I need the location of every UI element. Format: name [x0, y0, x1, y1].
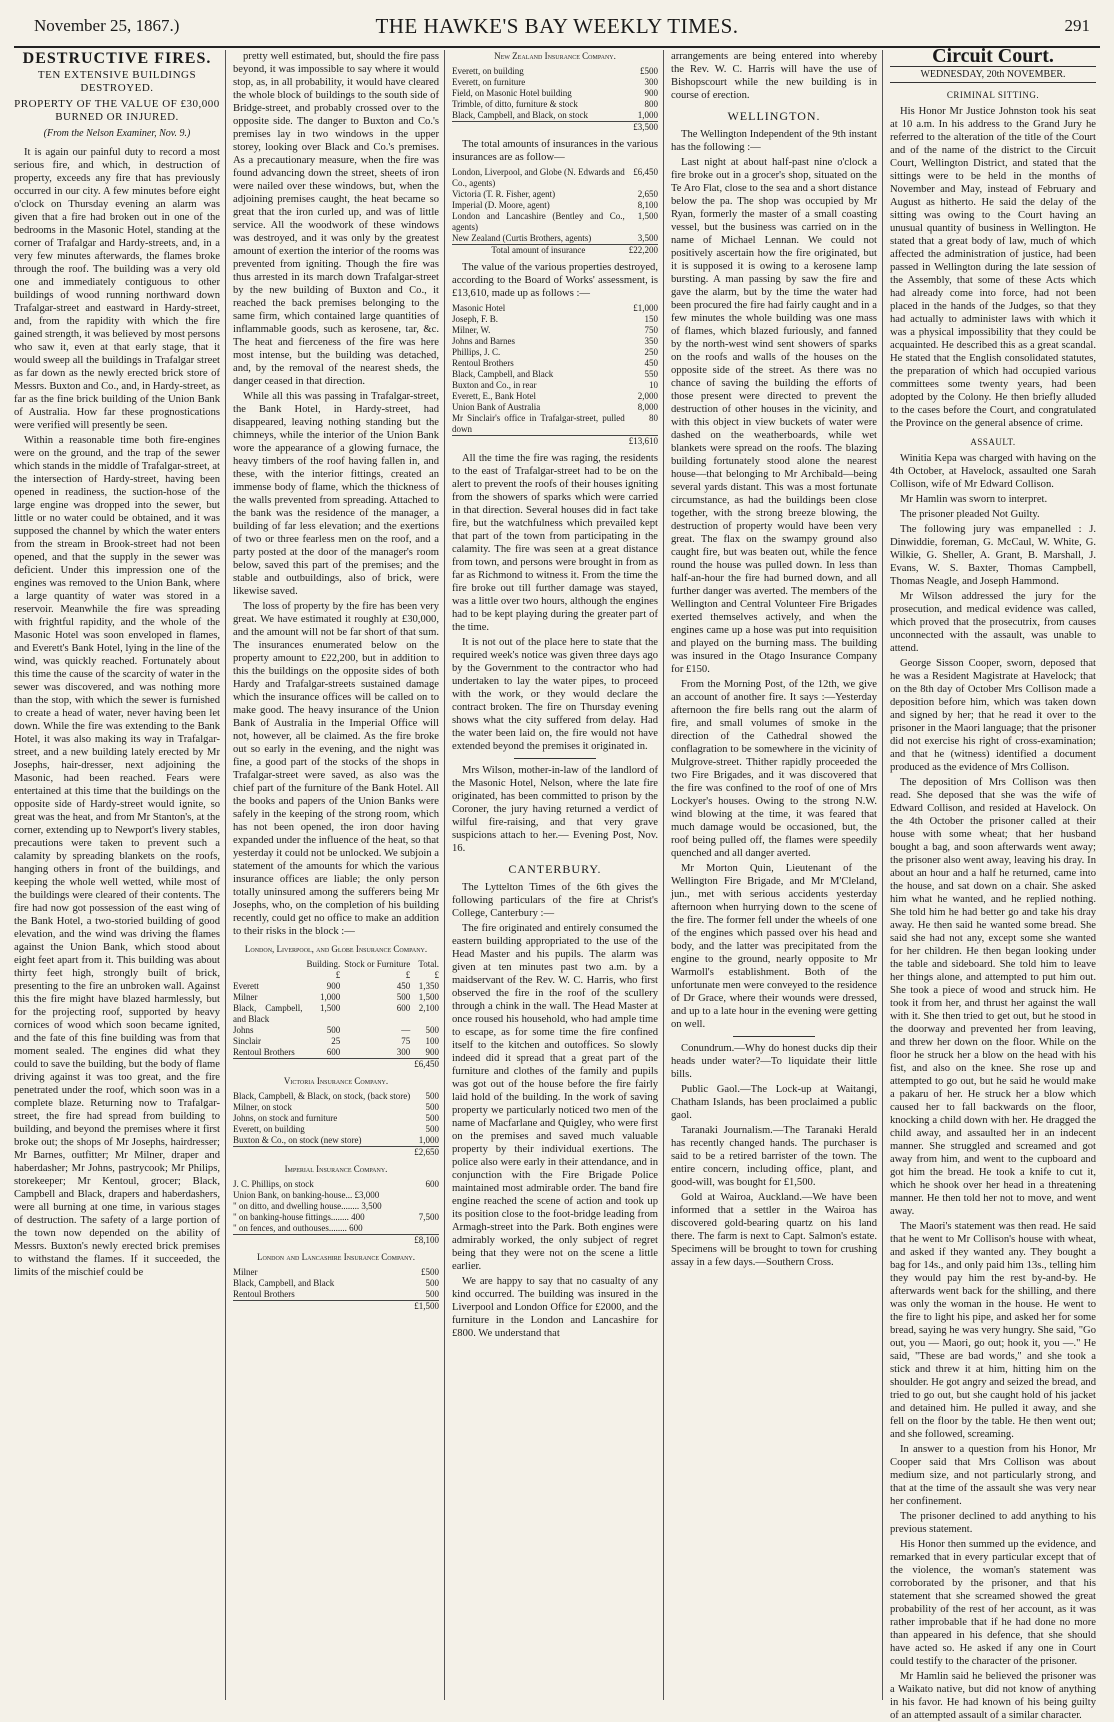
- property-values-table: [452, 303, 658, 447]
- paragraph: It is not out of the place here to state that the required week's notice was given three days ago by the Government to the contractor who had undertaken to lay the water pipes, to proceed with the work, or they would declare the contract broken. The fire on Thursday evening shows what the city suffered from delay. Had the water been laid on, the fire would not have extended beyond the premises it originated in.: [452, 637, 658, 752]
- paragraph: Public Gaol.—The Lock-up at Waitangi, Chatham Islands, has been proclaimed a public gaol.: [671, 1084, 877, 1121]
- column-rule: [882, 50, 883, 1700]
- table-total: Total amount of insurance £22,200: [452, 245, 658, 257]
- column-rule: [225, 50, 226, 1700]
- table-row: Black, Campbell, and Black, on stock 1,000: [452, 110, 658, 120]
- insurance-table-new-zealand: [452, 66, 658, 133]
- paragraph: arrangements are being entered into whereby the Rev. W. C. Harris will have the use of Bishopscourt while the new building is in course of erection.: [671, 51, 877, 101]
- table-row: Black, Campbell, and Black 550: [452, 369, 658, 379]
- article-headline: DESTRUCTIVE FIRES.: [22, 50, 212, 67]
- table-title: London, Liverpool, and Globe Insurance Company.: [244, 944, 428, 954]
- paragraph: The following jury was empanelled : J. Dinwiddie, foreman, G. McCaul, W. White, G. Wilkie, G. Sheller, A. Grant, B. Marshall, J. Evans, W. S. Baxter, Thomas Campbell, Thomas Neagle, and Joseph Hammond.: [890, 524, 1096, 587]
- table-row: London and Lancashire (Bentley and Co., agents) 1,500: [452, 211, 658, 232]
- column-1: [14, 50, 220, 1702]
- page-number: 291: [1064, 16, 1090, 35]
- paragraph: The Lyttelton Times of the 6th gives the following particulars of the fire at Christ's College, Canterbury :—: [452, 882, 658, 919]
- table-total: £1,500: [233, 1301, 439, 1313]
- section-heading-circuit-court: Circuit Court.: [932, 45, 1054, 67]
- paragraph: The Maori's statement was then read. He said that he went to Mr Collison's house with wheat, and asked if they wanted any. They bought a bag for 14s., and only paid him 13s., telling him they would pay him the rest by-and-by. He afterwards went back for the shilling, and there was only the woman in the house. He went to the fire to light his pipe, and asked her for some bread, saying he was very hungry. She said, "Go out, you — Maori, go out; hook it, you —." He said, "These are bad words," and she took a stick and threw it at him, hitting him on the shoulder. He got angry and seized the bread, and tried to go out, but she caught hold of his jacket and detained him. He pulled it away, and she fell on the floor by the table. He then went out; and she followed, screaming.: [890, 1221, 1096, 1440]
- paragraph: The fire originated and entirely consumed the eastern building appropriated to the use of the Head Master and his pupils. The alarm was given at ten minutes past two a.m. by a maidservant of the Rev. W. C. Harris, who first observed the fire in the roof of the scullery through a chink in the wall. The Head Master at once roused his household, who had ample time to escape, as for some time the fire confined itself to the kitchen and outoffices. So slowly indeed did it spread that a great part of the furniture and clothes of the family and pupils was got out of the house before the fire fairly laid hold of the building. In the work of saving property we particularly noticed two men of the name of Macfarlane and Quigley, who were first on the premises and saved much valuable property by their individual exertions. The police also were early in their attendance, and in conjunction with the Fire Brigade Police maintained most admirable order. The band fire engine reached the scene of action and took up its position close to the foot-bridge leading from Armagh-street into the Park. Both engines were admirably worked, the only subject of regret being that they were not on the scene a little earlier.: [452, 923, 658, 1272]
- table-row: Everett 900 450 1,350: [233, 981, 439, 991]
- table-row: Milner, W. 750: [452, 325, 658, 335]
- column-rule: [444, 50, 445, 1700]
- paragraph: The deposition of Mrs Collison was then read. She deposed that she was the wife of Edward Collison, and resided at Havelock. On the 4th October the prisoner called at their house with some wheat; that her husband bought a bag, and soon afterwards went away; the prisoner also went away, leaving his dray. In about an hour and a half he returned, came into the house, and sat down on a chair. She asked him what he wanted, and he replied nothing. She told him he had better go and take his dray away. He then said he wanted some bread. She said she had not any, except some she wanted for her children. He then began looking under the table and sideboard. She told him to leave her things alone, and attempted to put him out. She took a piece of wood and struck him. He took it from her, and thrust her against the wall with it. She then tried to get out, but he stood in the doorway and prevented her from leaving, and threw her down on the floor. While on the floor he struck her a blow on the head with his fist, and also on the knee. She rose up and attempted to go out, but he said he would make a pakaru of her. He struck her a blow which caused her to fall backwards on the floor, knocking a child down with her. He dragged the child away, and assaulted her in an indecent manner. She struggled and screamed and got away from him, and went to the cupboard and got him the bread. He took a knife to cut it, which he shook over her head in a threatening manner. He then told her not to move, and went away.: [890, 777, 1096, 1217]
- separator: [733, 1036, 815, 1037]
- table-title: London and Lancashire Insurance Company.: [256, 1252, 416, 1262]
- article-subheadline: TEN EXTENSIVE BUILDINGS DESTROYED.: [37, 69, 197, 94]
- article-source: (From the Nelson Examiner, Nov. 9.): [43, 128, 191, 139]
- table-row: London, Liverpool, and Globe (N. Edwards and Co., agents) £6,450: [452, 167, 658, 188]
- paragraph: The total amounts of insurances in the various insurances are as follow—: [452, 139, 658, 163]
- separator: [514, 758, 596, 759]
- section-heading-canterbury: CANTERBURY.: [508, 862, 602, 876]
- table-row: Victoria (T. R. Fisher, agent) 2,650: [452, 189, 658, 199]
- table-row: Sinclair 25 75 100: [233, 1036, 439, 1046]
- insurance-table-victoria: [233, 1091, 439, 1158]
- table-row: Milner 1,000 500 1,500: [233, 992, 439, 1002]
- paragraph: The loss of property by the fire has been very great. We have estimated it roughly at £30,000, and the amount will not be far short of that sum. The insurances enumerated below on the property amount to £22,200, but in addition to this the buildings on the opposite sides of both Hardy and Trafalgar-streets sustained damage which the insurance offices will be called on to make good. The heavy insurance of the Union Bank of Australia in the Imperial Office will not, however, all be claimed. As the fire broke out so early in the evening, and the night was fine, a good part of the stocks of the shops in Trafalgar-street were saved, as also was the chief part of the furniture of the Bank Hotel. All the books and papers of the Union Banks were safely in the keeping of the strong room, which has not been opened, the iron door having expanded under the influence of the heat, so that yesterday it could not be unlocked. We subjoin a statement of the amounts for which the various insurance offices are liable; the only person totally uninsured among the sufferers being Mr Josephs, who, on the completion of his building recently, could get no office to make an addition to their risks in the block :—: [233, 601, 439, 937]
- table-row: " on fences, and outhouses........ 600: [233, 1223, 363, 1233]
- paragraph: Mr Morton Quin, Lieutenant of the Wellington Fire Brigade, and Mr M'Cleland, jun., met with serious accidents yesterday afternoon when hurrying down to the scene of the fire. The former fell under the wheels of one of the engines which passed over his head and body, and the latter was precipitated from the engine to the ground, nearly opposite to Mr Warmoll's establishment. Both of the unfortunate men were conveyed to the residence of Dr Grace, where their wounds were dressed, and up to a late hour in the evening were getting on well.: [671, 863, 877, 1030]
- table-row: Mr Sinclair's office in Trafalgar-street, pulled down 80: [452, 413, 658, 434]
- table-row: Everett, E., Bank Hotel 2,000: [452, 391, 658, 401]
- paragraph: From the Morning Post, of the 12th, we give an account of another fire. It says :—Yesterday afternoon the fire bells rang out the alarm of fire, and small volumes of smoke in the direction of the Cathedral showed the conflagration to be somewhere in the vicinity of Mulgrove-street. Thither rapidly proceeded the two Fire Brigades, and it was discovered that the fire was confined to the roof of one of Mrs Lockyer's houses. Owing to the strong N.W. wind blowing at the time, it was feared that much damage would be occasioned, but, the roof being pulled off, the flames were speedily quenched and all danger averted.: [671, 679, 877, 859]
- table-row: Union Bank of Australia 8,000: [452, 402, 658, 412]
- court-date: WEDNESDAY, 20th NOVEMBER.: [890, 66, 1096, 83]
- table-row: Masonic Hotel £1,000: [452, 303, 658, 313]
- table-row: Milner £500: [233, 1267, 439, 1277]
- subsection-assault: ASSAULT.: [970, 437, 1016, 447]
- issue-date: November 25, 1867.): [34, 16, 180, 35]
- table-row: Milner, on stock 500: [233, 1102, 439, 1112]
- paragraph: Within a reasonable time both fire-engines were on the ground, and the trap of the sewer which stands in the middle of Trafalgar-street, at the intersection of Hardy-street, having been opened in readiness, the suction-hose of the large engine was dropped into the sewer, but little or no water could be obtained, and it was supposed the channel by which the water enters from the stream in Brook-street had not been opened, and that the supply in the sewer was deficient. Under this impression one of the engines was removed to the Union Bank, where a large quantity of water was stored in a reservoir. Meanwhile the fire was spreading with frightful rapidity, and the whole of the Masonic Hotel was soon enveloped in flames, and Everett's Bank Hotel, lying in the line of the wind, was quickly reached. Fortunately about this time the cause of the scarcity of water in the sewer was discovered, and was nothing more than the stop, with which the sewer is furnished to create a head of water, never having been let down. While the fire was extending to the Bank Hotel, it was also making its way in Trafalgar-street, and a new building lately erected by Mr Josephs, hair-dresser, next adjoining the Masonic, had been reached. Fears were entertained at this time that the buildings on the opposite side of Hardy-street would ignite, so great was the heat, and from Mr Stanton's, at the corner, extending up to Newport's livery stables, precautions were taken to prevent such a calamity by spreading blankets on the roofs, hanging others in front of the buildings, and keeping the whole well wetted, while most of the buildings were cleared of their contents. The fire had now got possession of the east wing of the Bank Hotel, a two-storied building of good elevation, and the wind was driving the flames against the Union Bank, which stood about eight feet apart from it. This building was about thirty feet high, strongly built of brick, presenting to the fire an unbroken wall. Against this the fire might have blazed harmlessly, but for the projecting roof, supported by heavy cornices of wood which soon became ignited, and the fate of this fine building was from that moment sealed. The engines did what they could to save the building, but the body of flame driving against it was too great, and the fire penetrated under the roof, which soon was in a complete blaze. Returning now to Trafalgar-street, the fire had spread from building to building, and beyond the premises where it first broke out; the shops of Mr Josephs, hairdresser; Mr Barnes, outfitter; Mr Milner, draper and haberdasher; Mr Johns, pastrycook; Mr Philips, storekeeper; Mr Kentoul, grocer; Black, Campbell and Black, drapers and haberdashers, were all burning at one time, in various stages of destruction. The safety of a large portion of the town now depended on the ability of Messrs. Buxton's newly erected brick premises to withstand the flames. If it succeeded, the limits of the mischief could be: [14, 435, 220, 1278]
- table-row: Rentoul Brothers 500: [233, 1289, 439, 1299]
- paragraph: We are happy to say that no casualty of any kind occurred. The building was insured in the Liverpool and London Office for £2000, and the furniture in the London and Lancashire for £800. We understand that: [452, 1276, 658, 1339]
- paragraph: pretty well estimated, but, should the fire pass beyond, it was impossible to say where it would stop, as, in all probability, it would have cleared the whole block of buildings to the south side of Bridge-street, and probably crossed over to the opposite side. The danger to Buxton and Co.'s premises lay in two windows in the upper storey, looking over Black and Co.'s premises. As a precautionary measure, when the fire was found advancing down the street, sheets of iron were nailed over these windows, but, when the adjoining premises caught, the heat became so great that the iron curled up, and was of little service. All the woodwork of these windows was destroyed, and it was only by the greatest amount of exertion the interior of the rooms was prevented from igniting. Though the fire was thus arrested in its march down Trafalgar-street by the new building of Buxton and Co., it reached the back premises belonging to the same firm, which contained large quantities of inflammable goods, such as kerosene, tar, &c. The heat and fierceness of the fire was here most intense, but the building was detached, and, by the removal of the nearest sheds, the danger ceased in that direction.: [233, 51, 439, 387]
- insurance-table-london-lancashire: [233, 1267, 439, 1312]
- table-row: J. C. Phillips, on stock 600: [233, 1179, 439, 1189]
- table-row: Field, on Masonic Hotel building 900: [452, 88, 658, 98]
- table-row: Joseph, F. B. 150: [452, 314, 658, 324]
- paragraph: The value of the various properties destroyed, according to the Board of Works' assessment, is £13,610, made up as follows :—: [452, 262, 658, 299]
- table-title: New Zealand Insurance Company.: [494, 51, 616, 61]
- table-row: " on ditto, and dwelling house........ 3,500: [233, 1201, 382, 1211]
- table-total: £2,650: [233, 1147, 439, 1159]
- paragraph: George Sisson Cooper, sworn, deposed that he was a Resident Magistrate at Havelock; that on the 8th day of October Mrs Collison made a deposition before him, which was taken down and signed by her; that he read it over to the prisoner in the Maori language; that the prisoner did not exercise his right of cross-examination; and that he (witness) identified a document produced as the evidence of Mrs Collison.: [890, 658, 1096, 773]
- insurance-table-imperial: [233, 1179, 439, 1246]
- paragraph: All the time the fire was raging, the residents to the east of Trafalgar-street had to be on the alert to prevent the roofs of their houses igniting from the showers of sparks which were carried in that direction. Several houses did in fact take fire, but the watchfulness which prevailed kept that part of the town from participating in the calamity. The fire was seen at a great distance from town, and persons were brought in from as far as Richmond to witness it. From the time the fire broke out till further damage was stayed, was a little over two hours, although the engines had to be kept playing during the greater part of the time.: [452, 453, 658, 633]
- column-3: [452, 50, 658, 1702]
- insurance-totals-table: [452, 167, 658, 256]
- paragraph: Mr Wilson addressed the jury for the prosecution, and medical evidence was called, which proved that the prosecutrix, from causes unconnected with the assault, was unable to attend.: [890, 591, 1096, 654]
- table-row: Phillips, J. C. 250: [452, 347, 658, 357]
- paragraph: Gold at Wairoa, Auckland.—We have been informed that a settler in the Wairoa has discovered gold-bearing quartz on his land there. The farm is next to Capt. Salmon's estate. Specimens will be brought to town for crushing assay in a few days.—Southern Cross.: [671, 1192, 877, 1268]
- paragraph: Mr Hamlin was sworn to interpret.: [900, 494, 1048, 505]
- paragraph: Taranaki Journalism.—The Taranaki Herald has recently changed hands. The purchaser is said to be a retired barrister of the town. The entire concern, including office, plant, and good-will, was bought for £1,500.: [671, 1125, 877, 1188]
- column-rule: [663, 50, 664, 1700]
- subsection-criminal-sitting: CRIMINAL SITTING.: [946, 90, 1040, 100]
- table-row: Union Bank, on banking-house... £3,000: [233, 1190, 380, 1200]
- column-2: [233, 50, 439, 1702]
- table-row: Imperial (D. Moore, agent) 8,100: [452, 200, 658, 210]
- column-4: [671, 50, 877, 1702]
- paragraph: The prisoner pleaded Not Guilty.: [900, 509, 1040, 520]
- newspaper-title: THE HAWKE'S BAY WEEKLY TIMES.: [375, 14, 739, 38]
- paragraph: Last night at about half-past nine o'clock a fire broke out in a grocer's shop, situated on the Te Aro Flat, close to the sea and a short distance below the pa. The shop was occupied by Mr Ryan, formerly the master of a small coasting vessel, but the business was carried on in the name of Michael Lennan. We could not positively ascertain how the fire originated, but it is supposed it is owing to a kerosene lamp bursting. A man passing by saw the fire and gave the alarm, but by the time the water had been procured the fire had fairly caught and in a few minutes the whole building was one mass of flames, which blazed furiously, and fanned by the north-west wind sent showers of sparks on the roofs and walls of the houses on the opposite side of the street. As there was no chance of saving the building the efforts of those present were directed to prevent the destruction of other houses in the vicinity, and with this object in view buckets of water were dashed on the weatherboards, while wet blankets were spread on the roofs. The blazing building fortunately stood alone the nearest house—that belonging to Mr Archibald—being several yards distant. This was a most fortunate circumstance, as had the buildings been close together, with the strong breeze blowing, the destruction of property would have been very great. The flax on the swampy ground also caught fire, but was beaten out, while the fence round the house was pulled down. In less than half-an-hour the fire had burned down, and all further danger was averted. The members of the Wellington and Central Volunteer Fire Brigades exerted themselves actively, and when the engines came up a hose was put into requisition and played on the burning mass. The building was insured in the Otago Insurance Company for £150.: [671, 157, 877, 675]
- table-row: Rentoul Brothers 600 300 900: [233, 1047, 439, 1057]
- table-row: Johns, on stock and furniture 500: [233, 1113, 439, 1123]
- column-5: [890, 45, 1096, 1721]
- paragraph: Winitia Kepa was charged with having on the 4th October, at Havelock, assaulted one Sarah Collison, wife of Mr Edward Collison.: [890, 453, 1096, 490]
- paragraph: His Honor then summed up the evidence, and remarked that in every particular except that of the violence, the woman's statement was corroborated by the prisoner, and that his statement that she screamed showed the great probability of the rest of her account, as it was rather improbable that if he had done no more than appeared in his defence, that she should have acted so. He asked if any one in Court could testify to the character of the prisoner.: [890, 1539, 1096, 1667]
- paragraph: It is again our painful duty to record a most serious fire, and which, in destruction of property, exceeds any fire that has previously occurred in our city. A few minutes before eight o'clock on Thursday evening an alarm was given that a fire had broken out in one of the bedrooms in the Masonic Hotel, standing at the corner of Trafalgar and Hardy-streets, and, in a very few minutes afterwards, the flames broke through the roof. The building was a very old one and immediately contiguous to other buildings of wood running northward down Trafalgar-street and eastward in Hardy-street, and, from the rapidity with which the fire gained strength, it was believed by most persons who saw it, even at that early stage, that it would sweep all the buildings in Trafalgar street as far down as the newly erected brick store of Messrs. Buxton and Co., and, in Hardy-street, as far as the fine brick building of the Union Bank of Australia. How far these prognostications were verified will presently be seen.: [14, 147, 220, 431]
- table-row: Black, Campbell, and Black 500: [233, 1278, 439, 1288]
- paragraph: Mr Hamlin said he believed the prisoner was a Waikato native, but did not know of anything in his favor. He had known of his being guilty of an attempted assault of a similar character.: [890, 1671, 1096, 1721]
- table-row: Trimble, of ditto, furniture & stock 800: [452, 99, 658, 109]
- table-row: Everett, on furniture 300: [452, 77, 658, 87]
- table-row: New Zealand (Curtis Brothers, agents) 3,500: [452, 233, 658, 243]
- paragraph: Mrs Wilson, mother-in-law of the landlord of the Masonic Hotel, Nelson, where the late fire originated, has been committed to prison by the Coroner, the jury having returned a verdict of wilful fire-raising, and that very grave suspicions attach to her.— Evening Post, Nov. 16.: [452, 765, 658, 854]
- table-row: Everett, on building 500: [233, 1124, 439, 1134]
- table-row: Johns and Barnes 350: [452, 336, 658, 346]
- table-total: £13,610: [452, 436, 658, 448]
- table-total: £6,450: [233, 1059, 439, 1071]
- table-row: Everett, on building £500: [452, 66, 658, 76]
- masthead: [14, 6, 1100, 48]
- table-row: Black, Campbell, and Black 1,500 600 2,100: [233, 1003, 439, 1024]
- table-row: Buxton and Co., in rear 10: [452, 380, 658, 390]
- table-total: £8,100: [233, 1235, 439, 1247]
- table-title: Victoria Insurance Company.: [283, 1076, 389, 1086]
- table-total: £3,500: [452, 122, 658, 134]
- table-title: Imperial Insurance Company.: [284, 1164, 388, 1174]
- insurance-table-london-liverpool: Building. Stock or Furniture Total. £ £ £ Everett 900 450 1,350 Milner 1,000 500 1,500 Black, Campbell, and Black 1,500 600 2,100 Johns 500 — 500 Sinclair 25 75 100 Rentoul Brothers 600 300 900 £6,450: [233, 959, 439, 1069]
- table-row: Rentoul Brothers 450: [452, 358, 658, 368]
- paragraph: Conundrum.—Why do honest ducks dip their heads under water?—To liquidate their little bills.: [671, 1043, 877, 1080]
- article-subheadline-2: PROPERTY OF THE VALUE OF £30,000 BURNED OR INJURED.: [14, 98, 220, 123]
- table-row: Johns 500 — 500: [233, 1025, 439, 1035]
- table-row: Black, Campbell, & Black, on stock, (back store) 500: [233, 1091, 439, 1101]
- table-row: Buxton & Co., on stock (new store) 1,000: [233, 1135, 439, 1145]
- paragraph: The prisoner declined to add anything to his previous statement.: [890, 1511, 1096, 1535]
- paragraph: His Honor Mr Justice Johnston took his seat at 10 a.m. In his address to the Grand Jury he referred to the alteration of the title of the Court and of the name of the district to the Circuit Court, Wellington District, and stated that the sittings were to be held in the months of November and May, instead of February and August as hitherto. He said the delay of the sitting was owing to the Court having an unusual quantity of business in Wellington. He stated that a great body of law, much of which affected the administration of justice, had been passed in Wellington during the late session of the Assembly, that some of these Acts which had already come into force, had not been placed in the hands of the Judges, so that they had actually to administer laws with which it was a physical impossibility that they could be acquainted. He described this as a great scandal. He stated that the English consolidated statutes, the preparation of which had occupied various committees some twenty years, had been adopted by the Colony. He then briefly alluded to the cases before the Court, and congratulated the Province on the general absence of crime.: [890, 106, 1096, 429]
- paragraph: While all this was passing in Trafalgar-street, the Bank Hotel, in Hardy-street, had disappeared, leaving nothing standing but the chimneys, while the interior of the Union Bank wore the appearance of a glowing furnace, the heavy timbers of the roof having fallen in, and these, with the interior fittings, created an immense body of flame, which the thickness of the walls prevented from spreading. Attached to the bank was the residence of the manager, a building of far less elevation; and the exertions of two or three fearless men on the roof, and a party posted at the door of the manager's room below, saved this part of the premises; and the stable and outbuildings, also of brick, were likewise saved.: [233, 391, 439, 597]
- paragraph: The Wellington Independent of the 9th instant has the following :—: [671, 129, 877, 153]
- section-heading-wellington: WELLINGTON.: [727, 109, 821, 123]
- paragraph: In answer to a question from his Honor, Mr Cooper said that Mrs Collison was about medium size, and not particularly strong, and that at the time of the assault she was very near her confinement.: [890, 1444, 1096, 1507]
- table-row: " on banking-house fittings........ 400 7,500: [233, 1212, 439, 1222]
